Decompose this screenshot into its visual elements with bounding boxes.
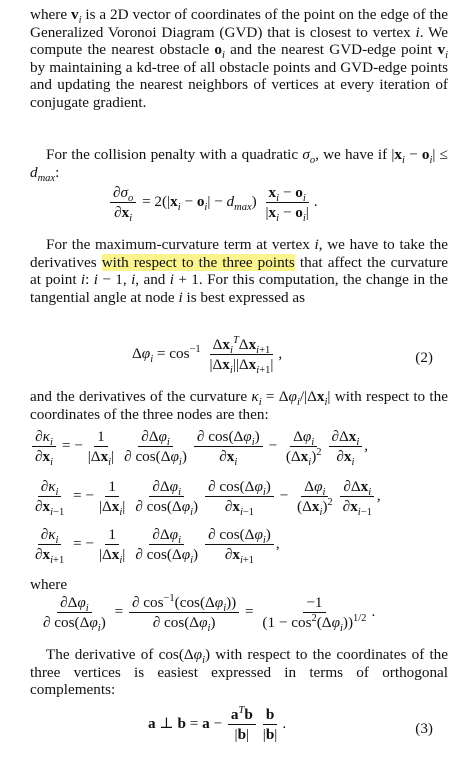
highlighted-phrase: with respect to the three points: [101, 253, 295, 271]
equation-2: $\Delta\varphi_i = \cos^{-1}$ $\frac{\Delta x_i^T\Delta x_{i+1}}{|\Delta x_i||\Delta x_{i+1}|}$ ,: [132, 334, 283, 377]
equation-arccos-derivative: $\frac{\partial\Delta\varphi_i}{\partial \cos(\Delta\varphi_i)}$ = $\frac{\partial \cos^{-1}(\cos(\Delta\varphi_i))}{\partial \cos(\Delta\varphi_i)}$ = $\frac{-1}{(1 - \cos^2(\Delta\varphi_i))^{1/2}}$ .: [43, 592, 376, 635]
paragraph-orthogonal: The derivative of $\cos(\Delta\varphi_i)$ with respect to the coordinates of the three vertices is easiest expressed in terms of orthogonal complements:: [30, 646, 449, 699]
equation-3: a ⊥ b = a − $\frac{a^Tb}{|b|}$ $\frac{b}{|b|}$ .: [148, 704, 287, 743]
equation-collision: $\frac{\partial\sigma_o}{\partial x_i}$ = $2(|x_i - o_i| - d_{max})$ $\frac{x_i - o_i}{|x_i - o_i|}$ .: [108, 184, 318, 221]
paragraph-gvd: where $v_i$ is a 2D vector of coordinates of the point on the edge of the Generalized Voronoi Diagram (GVD) that is closest to vertex i. We compute the nearest obstacle $o_i$ and the nearest GVD-edge point $v_i$ by maintaining a kd-tree of all obstacle points and GVD-edge points and updating the nearest neighbors of vertices at every iteration of conjugate gradient.: [30, 6, 449, 111]
equation-dk-dxi-minus-1: $\frac{\partial\kappa_i}{\partial x_{i-1}}$ = − $\frac{1}{|\Delta x_i|}$ $\frac{\partial\Delta\varphi_i}{\partial \cos(\Delta\varphi_i)}$ $\frac{\partial \cos(\Delta\varphi_i)}{\partial x_{i-1}}$ − $\frac{\Delta\varphi_i}{(\Delta x_i)^2}$ $\frac{\partial\Delta x_i}{\partial x_{i-1}}$ ,: [35, 478, 381, 519]
paragraph-curvature-derivatives: and the derivatives of the curvature $\kappa_i = \Delta\varphi_i/|\Delta x_i|$ with respect to the coordinates of the three nodes are then:: [30, 388, 448, 423]
paragraph-where: where: [30, 576, 68, 593]
equation-dk-dxi: $\frac{\partial\kappa_i}{\partial x_i}$ = − $\frac{1}{|\Delta x_i|}$ $\frac{\partial\Delta\varphi_i}{\partial \cos(\Delta\varphi_i)}$ $\frac{\partial \cos(\Delta\varphi_i)}{\partial x_i}$ − $\frac{\Delta\varphi_i}{(\Delta x_i)^2}$ $\frac{\partial\Delta x_i}{\partial x_i}$ ,: [30, 428, 368, 465]
equation-3-number: (3): [415, 720, 433, 737]
equation-dk-dxi-plus-1: $\frac{\partial\kappa_i}{\partial x_{i+1}}$ = − $\frac{1}{|\Delta x_i|}$ $\frac{\partial\Delta\varphi_i}{\partial \cos(\Delta\varphi_i)}$ $\frac{\partial \cos(\Delta\varphi_i)}{\partial x_{i+1}}$ ,: [35, 526, 280, 567]
equation-2-number: (2): [415, 349, 433, 366]
paragraph-collision: For the collision penalty with a quadratic $\sigma_o$, we have if $|x_i - o_i| \le d_{max}$:: [30, 146, 448, 184]
paragraph-curvature: For the maximum-curvature term at vertex i, we have to take the derivatives with respect to the three points that affect the curvature at point i: i − 1, i, and i + 1. For this computation, the change in the tangential angle at node i is best expressed as: [30, 236, 449, 306]
